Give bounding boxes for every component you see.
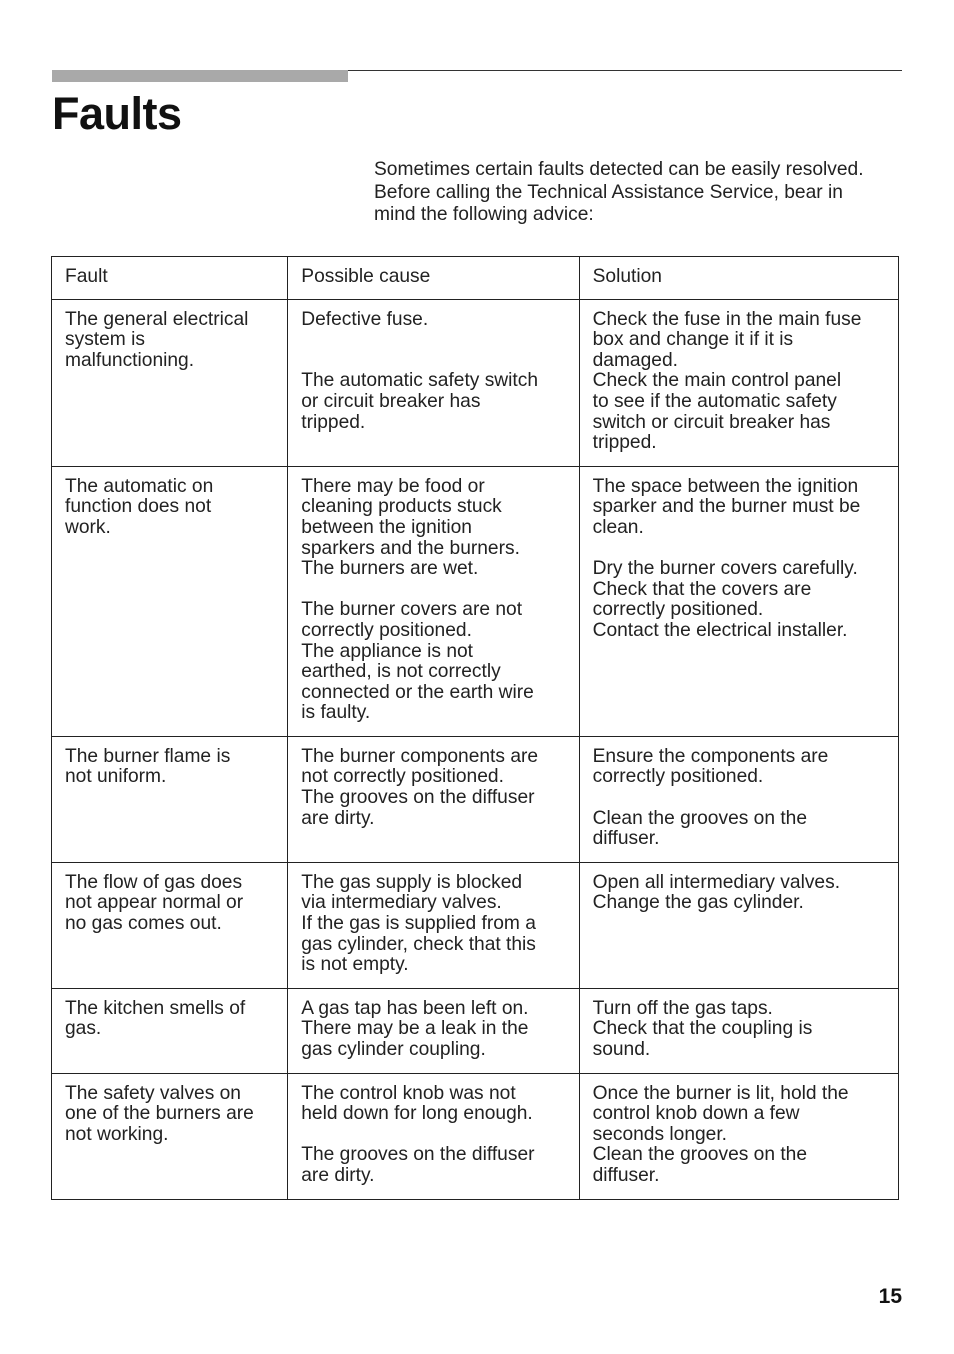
faults-table (51, 256, 899, 1200)
cause-text: between the ignition (301, 516, 472, 538)
solution-text: Once the burner is lit, hold the (592, 1082, 849, 1104)
cause-text: tripped. (301, 411, 366, 433)
solution-cell (579, 736, 898, 862)
cause-text: Defective fuse. (301, 308, 429, 330)
solution-text: sparker and the burner must be (592, 496, 861, 518)
table-row (52, 1073, 899, 1199)
cause-text: is not empty. (301, 954, 409, 976)
solution-text: correctly positioned. (592, 766, 764, 788)
cause-text: The burners are wet. (301, 558, 479, 580)
fault-cell (52, 736, 288, 862)
solution-text: correctly positioned. (592, 599, 764, 621)
cause-text: The control knob was not (301, 1082, 516, 1104)
solution-cell (579, 1073, 898, 1199)
cause-text: correctly positioned. (301, 619, 472, 641)
solution-text: damaged. (592, 349, 678, 371)
cause-text: The appliance is not (301, 640, 473, 662)
possible-cause-cell (288, 862, 579, 988)
fault-text: The automatic on (65, 475, 214, 497)
solution-text: tripped. (592, 432, 657, 454)
cause-text: The grooves on the diffuser (301, 787, 535, 809)
cause-text: is faulty. (301, 702, 371, 724)
fault-text: one of the burners are (65, 1103, 254, 1125)
solution-text: seconds longer. (592, 1123, 728, 1145)
solution-text: diffuser. (592, 1164, 660, 1186)
solution-text: Clean the grooves on the (592, 807, 808, 829)
solution-text: Turn off the gas taps. (592, 997, 773, 1019)
solution-text: box and change it if it is (592, 329, 794, 351)
intro-line: Before calling the Technical Assistance Service, bear in (374, 181, 843, 203)
solution-text: Check that the coupling is (592, 1018, 813, 1040)
intro-line: Sometimes certain faults detected can be easily resolved. (374, 159, 864, 180)
fault-text: function does not (65, 496, 212, 518)
cause-text: The gas supply is blocked (301, 871, 523, 893)
cause-text: There may be a leak in the (301, 1018, 529, 1040)
solution-text: Ensure the components are (592, 745, 829, 767)
cause-text (301, 330, 570, 351)
fault-text: no gas comes out. (65, 913, 222, 935)
table-row (52, 736, 899, 862)
fault-cell (52, 988, 288, 1073)
cause-text: The burner covers are not (301, 599, 523, 621)
solution-cell (579, 862, 898, 988)
cause-text: A gas tap has been left on. (301, 997, 529, 1019)
possible-cause-cell (288, 736, 579, 862)
fault-text: The safety valves on (65, 1082, 241, 1104)
header-possible-cause: Possible cause (288, 257, 579, 300)
solution-text: clean. (592, 516, 644, 538)
solution-text: switch or circuit breaker has (592, 411, 831, 433)
fault-text: The flow of gas does (65, 871, 243, 893)
fault-text: The general electrical (65, 308, 249, 330)
cause-text: cleaning products stuck (301, 496, 502, 518)
page-title: Faults (52, 88, 182, 139)
fault-text: malfunctioning. (65, 349, 195, 371)
section-rule-thick (52, 70, 348, 82)
possible-cause-cell (288, 299, 579, 466)
cause-text: earthed, is not correctly (301, 661, 501, 683)
intro-paragraph (374, 159, 914, 227)
fault-text: gas. (65, 1018, 102, 1040)
cause-text: not correctly positioned. (301, 766, 504, 788)
cause-text: sparkers and the burners. (301, 537, 520, 559)
table-row (52, 988, 899, 1073)
possible-cause-cell (288, 466, 579, 736)
fault-cell (52, 466, 288, 736)
table-row (52, 299, 899, 466)
fault-text: system is (65, 329, 145, 351)
table-row (52, 466, 899, 736)
cause-text: There may be food or (301, 475, 485, 497)
solution-text: The space between the ignition (592, 475, 859, 497)
fault-text: work. (65, 516, 111, 538)
solution-text: to see if the automatic safety (592, 390, 837, 412)
cause-text: are dirty. (301, 807, 375, 829)
section-rule-thin (348, 70, 902, 71)
cause-text: gas cylinder, check that this (301, 933, 536, 955)
solution-text: Contact the electrical installer. (592, 619, 848, 641)
cause-text: If the gas is supplied from a (301, 913, 536, 935)
fault-text: not uniform. (65, 766, 167, 788)
fault-text: The burner flame is (65, 745, 231, 767)
fault-text: not appear normal or (65, 892, 244, 914)
fault-cell (52, 299, 288, 466)
table-row (52, 862, 899, 988)
solution-text: Clean the grooves on the (592, 1144, 808, 1166)
solution-text: Check that the covers are (592, 578, 812, 600)
solution-text: Check the fuse in the main fuse (592, 308, 862, 330)
solution-text: control knob down a few (592, 1103, 800, 1125)
solution-text: Open all intermediary valves. (592, 871, 841, 893)
solution-text: Check the main control panel (592, 370, 842, 392)
header-solution: Solution (579, 257, 898, 300)
cause-text: or circuit breaker has (301, 390, 481, 412)
solution-text: sound. (592, 1039, 651, 1060)
cause-text: The automatic safety switch (301, 370, 539, 392)
cause-text: connected or the earth wire (301, 681, 534, 703)
header-fault: Fault (52, 257, 288, 300)
possible-cause-cell (288, 1073, 579, 1199)
cause-text: held down for long enough. (301, 1103, 533, 1125)
intro-line: mind the following advice: (374, 204, 594, 226)
page-number: 15 (878, 1285, 902, 1308)
table-header-row (52, 257, 899, 300)
possible-cause-cell (288, 988, 579, 1073)
cause-text: The burner components are (301, 745, 539, 767)
cause-text: gas cylinder coupling. (301, 1039, 486, 1060)
solution-text: Change the gas cylinder. (592, 892, 804, 914)
fault-text: not working. (65, 1123, 169, 1145)
solution-text: Dry the burner covers carefully. (592, 558, 858, 580)
cause-text: via intermediary valves. (301, 892, 502, 914)
fault-cell (52, 862, 288, 988)
cause-text: The grooves on the diffuser (301, 1144, 535, 1166)
solution-text: diffuser. (592, 828, 660, 850)
solution-cell (579, 299, 898, 466)
fault-cell (52, 1073, 288, 1199)
solution-cell (579, 466, 898, 736)
cause-text: are dirty. (301, 1164, 375, 1186)
solution-cell (579, 988, 898, 1073)
faults-table-body (52, 299, 899, 1199)
fault-text: The kitchen smells of (65, 997, 246, 1019)
